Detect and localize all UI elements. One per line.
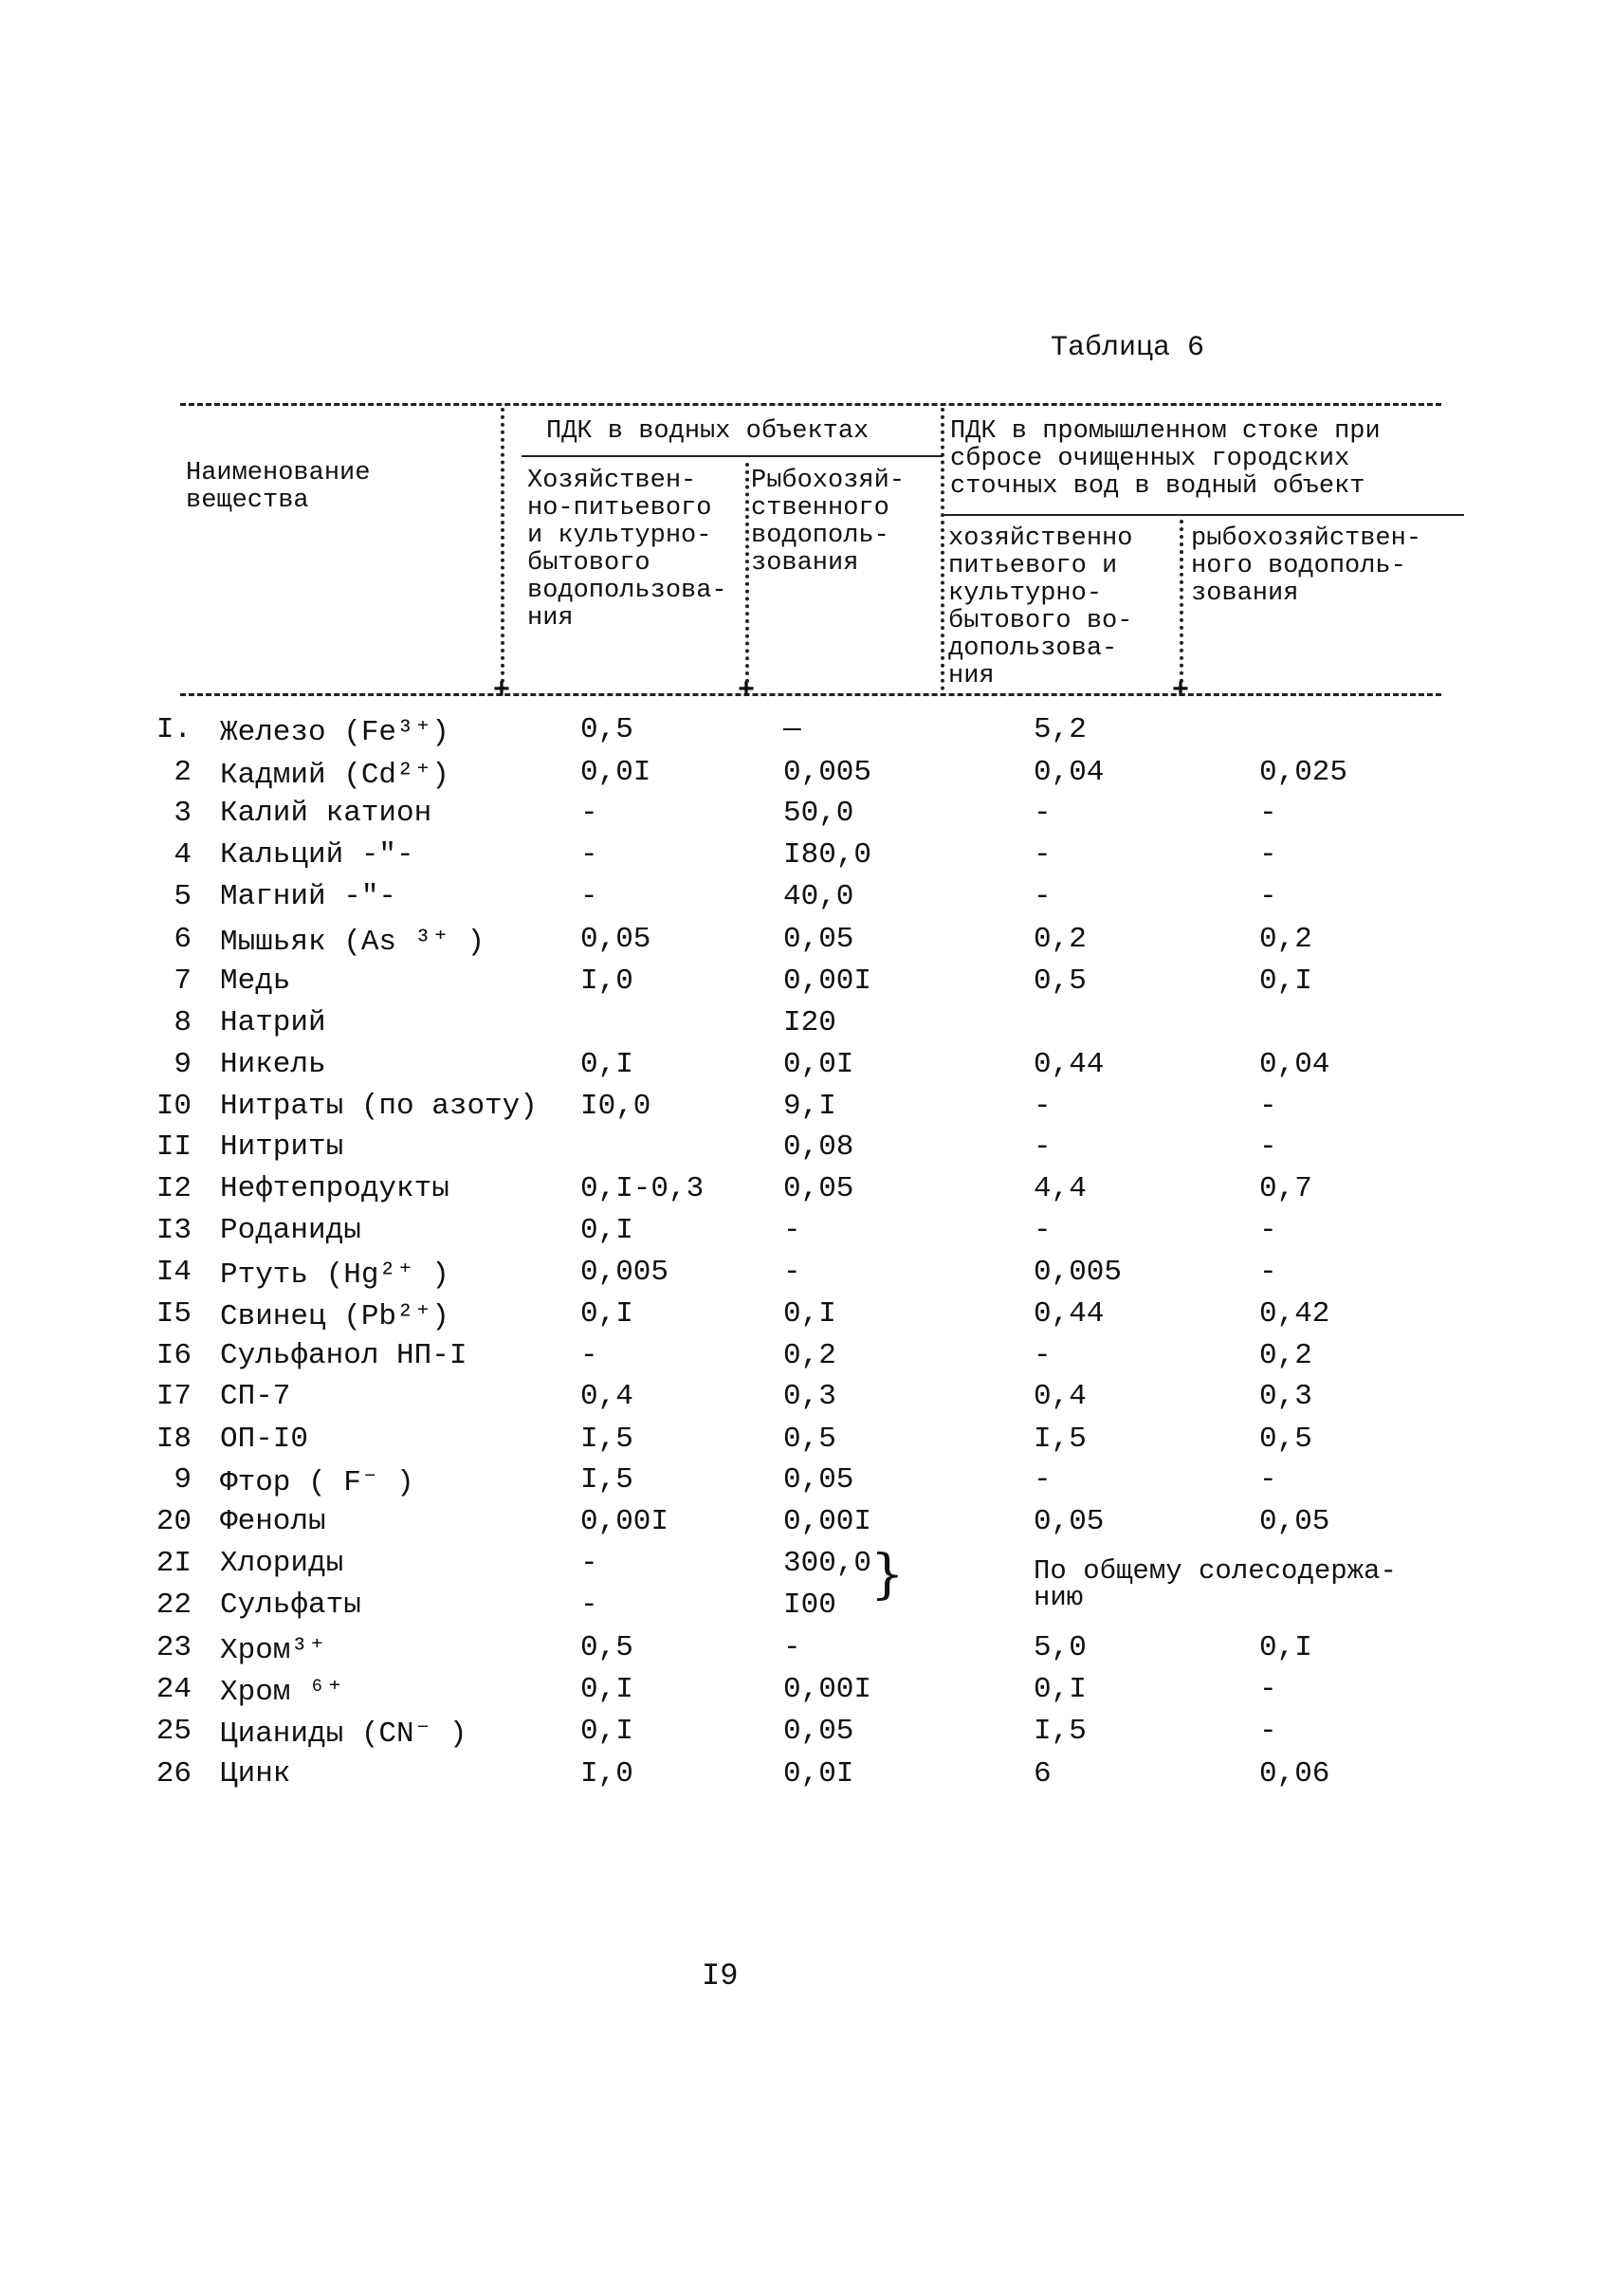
cell-prb: 0,2: [1259, 1339, 1312, 1372]
cell-prb: 0,42: [1259, 1297, 1330, 1331]
cell-hp: 0,5: [580, 1631, 633, 1664]
cell-prb: -: [1259, 838, 1277, 872]
table-row: [0, 880, 1612, 922]
cell-rb: 0,05: [783, 1715, 854, 1748]
table-row: [0, 964, 1612, 1006]
cell-hp: 0,I: [580, 1048, 633, 1081]
header-group2: ПДК в промышленном стоке при сбросе очищенных городских сточных вод в водный объект: [950, 417, 1381, 501]
cell-rb: 0,0I: [783, 1757, 854, 1791]
cell-rb: I20: [783, 1006, 836, 1039]
cell-hp: 0,I: [580, 1297, 633, 1331]
cell-name: Магний -"-: [220, 880, 397, 913]
cell-rb: 40,0: [783, 880, 854, 913]
cell-num: 3: [174, 797, 192, 830]
cell-name: Цинк: [220, 1757, 291, 1791]
cell-hp: -: [580, 797, 598, 830]
cell-num: 8: [174, 1006, 192, 1039]
cell-phb: -: [1034, 1463, 1052, 1497]
cell-phb: -: [1034, 1130, 1052, 1164]
cell-num: 6: [174, 923, 192, 956]
cell-phb: I,5: [1034, 1423, 1087, 1456]
brace: }: [870, 1544, 905, 1606]
cell-phb: -: [1034, 797, 1052, 830]
cell-num: 9: [174, 1463, 192, 1497]
cell-rb: 0,2: [783, 1339, 836, 1372]
cell-name: Железо (Fe³⁺): [220, 716, 449, 749]
cell-rb: 50,0: [783, 797, 854, 830]
cell-phb: 0,I: [1034, 1673, 1087, 1706]
cell-prb: 0,5: [1259, 1423, 1312, 1456]
cell-prb: 0,06: [1259, 1757, 1330, 1791]
cell-name: Сульфаты: [220, 1589, 361, 1622]
cell-phb: 0,2: [1034, 923, 1087, 956]
cell-name: Хром³⁺: [220, 1634, 326, 1667]
table-row: [0, 797, 1612, 838]
cell-phb: 5,2: [1034, 713, 1087, 746]
cell-name: Хлориды: [220, 1547, 344, 1580]
cell-phb: 0,005: [1034, 1256, 1123, 1289]
rule-junction-3: +: [1172, 675, 1190, 707]
cell-rb: -: [783, 1256, 801, 1289]
header-separator-2: [745, 463, 749, 690]
cell-phb: 0,5: [1034, 964, 1087, 998]
cell-hp: I,0: [580, 1757, 633, 1791]
cell-rb: 0,08: [783, 1130, 854, 1164]
cell-prb: -: [1259, 1715, 1277, 1748]
cell-num: I4: [156, 1256, 192, 1289]
salt-note: По общему солесодержа- нию: [1034, 1555, 1397, 1613]
cell-phb: 5,0: [1034, 1631, 1087, 1664]
cell-phb: 0,4: [1034, 1380, 1087, 1413]
cell-hp: -: [580, 838, 598, 872]
table-row: [0, 1673, 1612, 1715]
cell-rb: 0,05: [783, 1172, 854, 1205]
cell-name: Кальций -"-: [220, 838, 414, 872]
cell-hp: -: [580, 1547, 598, 1580]
cell-rb: 0,05: [783, 923, 854, 956]
table-row: [0, 923, 1612, 964]
cell-num: 2I: [156, 1547, 192, 1580]
cell-num: I8: [156, 1423, 192, 1456]
cell-rb: 300,0: [783, 1547, 872, 1580]
cell-phb: -: [1034, 1090, 1052, 1123]
cell-prb: -: [1259, 1214, 1277, 1247]
cell-name: СП-7: [220, 1380, 291, 1413]
cell-hp: I,0: [580, 964, 633, 998]
cell-prb: 0,I: [1259, 964, 1312, 998]
cell-name: Нитраты (по азоту): [220, 1090, 538, 1123]
header-group2-sub1: хозяйственно питьевого и культурно- бытового во- допользова- ния: [948, 524, 1133, 690]
cell-num: I0: [156, 1090, 192, 1123]
cell-name: Хром ⁶⁺: [220, 1676, 344, 1709]
table-row: [0, 1297, 1612, 1339]
cell-hp: 0,05: [580, 923, 651, 956]
cell-hp: I0,0: [580, 1090, 651, 1123]
cell-rb: 0,3: [783, 1380, 836, 1413]
cell-phb: 4,4: [1034, 1172, 1087, 1205]
cell-name: Никель: [220, 1048, 326, 1081]
cell-prb: 0,7: [1259, 1172, 1312, 1205]
cell-hp: 0,I: [580, 1214, 633, 1247]
rule-junction-2: +: [738, 675, 756, 707]
cell-prb: -: [1259, 1463, 1277, 1497]
group2-underline: [944, 514, 1464, 516]
table-row: [0, 1463, 1612, 1505]
cell-phb: 0,05: [1034, 1505, 1105, 1538]
cell-rb: 0,5: [783, 1423, 836, 1456]
cell-name: Роданиды: [220, 1214, 361, 1247]
cell-rb: -: [783, 1631, 801, 1664]
cell-hp: I,5: [580, 1423, 633, 1456]
cell-rb: -: [783, 1214, 801, 1247]
cell-name: Медь: [220, 964, 291, 998]
table-row: [0, 756, 1612, 798]
header-separator-3: [941, 408, 944, 690]
cell-rb: 0,0I: [783, 1048, 854, 1081]
cell-phb: 0,44: [1034, 1297, 1105, 1331]
cell-phb: I,5: [1034, 1715, 1087, 1748]
cell-phb: 0,44: [1034, 1048, 1105, 1081]
table-row: [0, 1380, 1612, 1422]
cell-name: Натрий: [220, 1006, 326, 1039]
cell-hp: 0,005: [580, 1256, 669, 1289]
cell-num: 2: [174, 756, 192, 789]
cell-hp: 0,00I: [580, 1505, 669, 1538]
table-row: [0, 1631, 1612, 1673]
cell-num: 23: [156, 1631, 192, 1664]
cell-num: 22: [156, 1589, 192, 1622]
cell-prb: 0,I: [1259, 1631, 1312, 1664]
cell-phb: -: [1034, 838, 1052, 872]
table-row: [0, 1256, 1612, 1297]
table-row: [0, 1757, 1612, 1799]
cell-num: 24: [156, 1673, 192, 1706]
cell-num: 9: [174, 1048, 192, 1081]
header-name-column: Наименование вещества: [186, 459, 371, 515]
cell-rb: 0,00I: [783, 964, 872, 998]
cell-rb: I80,0: [783, 838, 872, 872]
cell-prb: -: [1259, 1130, 1277, 1164]
cell-name: Ртуть (Hg²⁺ ): [220, 1258, 449, 1292]
table-row: [0, 1505, 1612, 1547]
cell-hp: 0,0I: [580, 756, 651, 789]
header-separator-1: [501, 408, 504, 690]
cell-name: Нитриты: [220, 1130, 344, 1164]
table-row: [0, 838, 1612, 880]
cell-prb: -: [1259, 797, 1277, 830]
cell-num: I2: [156, 1172, 192, 1205]
cell-hp: 0,5: [580, 713, 633, 746]
header-group1-sub1: Хозяйствен- но-питьевого и культурно- бытового водопользова- ния: [527, 467, 727, 633]
cell-rb: 0,I: [783, 1297, 836, 1331]
cell-num: 25: [156, 1715, 192, 1748]
cell-hp: 0,I-0,3: [580, 1172, 705, 1205]
cell-hp: 0,I: [580, 1673, 633, 1706]
cell-num: 20: [156, 1505, 192, 1538]
table-caption: Таблица 6: [1051, 332, 1205, 364]
header-top-rule: [180, 403, 1441, 406]
cell-hp: 0,I: [580, 1715, 633, 1748]
cell-prb: 0,2: [1259, 923, 1312, 956]
header-separator-4: [1180, 520, 1183, 690]
cell-rb: 9,I: [783, 1090, 836, 1123]
table-row: [0, 1130, 1612, 1172]
cell-rb: 0,00I: [783, 1673, 872, 1706]
cell-phb: -: [1034, 880, 1052, 913]
cell-hp: -: [580, 880, 598, 913]
cell-prb: 0,04: [1259, 1048, 1330, 1081]
cell-name: Кадмий (Cd²⁺): [220, 759, 449, 792]
cell-num: 5: [174, 880, 192, 913]
table-row: [0, 1214, 1612, 1256]
table-row: [0, 1048, 1612, 1090]
cell-prb: -: [1259, 1256, 1277, 1289]
cell-name: Свинец (Pb²⁺): [220, 1300, 449, 1333]
cell-prb: -: [1259, 880, 1277, 913]
cell-num: I6: [156, 1339, 192, 1372]
cell-hp: -: [580, 1339, 598, 1372]
cell-prb: -: [1259, 1090, 1277, 1123]
table-row: [0, 713, 1612, 755]
cell-num: II: [156, 1130, 192, 1164]
table-row: [0, 1423, 1612, 1464]
table-row: [0, 1172, 1612, 1214]
rule-junction-1: +: [493, 675, 511, 707]
cell-prb: 0,025: [1259, 756, 1348, 789]
cell-prb: 0,3: [1259, 1380, 1312, 1413]
cell-name: ОП-I0: [220, 1423, 309, 1456]
cell-name: Сульфанол НП-I: [220, 1339, 467, 1372]
cell-name: Калий катион: [220, 797, 432, 830]
table-row: [0, 1715, 1612, 1756]
cell-phb: 6: [1034, 1757, 1052, 1791]
cell-prb: -: [1259, 1673, 1277, 1706]
cell-hp: I,5: [580, 1463, 633, 1497]
table-row: [0, 1006, 1612, 1048]
cell-name: Фтор ( F⁻ ): [220, 1466, 414, 1499]
cell-rb: I00: [783, 1589, 836, 1622]
cell-num: 7: [174, 964, 192, 998]
cell-name: Цианиды (CN⁻ ): [220, 1717, 467, 1751]
header-group1-sub2: Рыбохозяй- ственного водополь- зования: [751, 467, 906, 578]
cell-hp: -: [580, 1589, 598, 1622]
header-group1: ПДК в водных объектах: [546, 417, 870, 446]
cell-name: Нефтепродукты: [220, 1172, 449, 1205]
cell-phb: 0,04: [1034, 756, 1105, 789]
cell-num: I3: [156, 1214, 192, 1247]
cell-prb: 0,05: [1259, 1505, 1330, 1538]
cell-name: Фенолы: [220, 1505, 326, 1538]
cell-phb: -: [1034, 1214, 1052, 1247]
cell-num: 26: [156, 1757, 192, 1791]
cell-hp: 0,4: [580, 1380, 633, 1413]
cell-rb: 0,005: [783, 756, 872, 789]
page-number: I9: [702, 1958, 739, 1993]
table-row: [0, 1339, 1612, 1381]
cell-rb: 0,00I: [783, 1505, 872, 1538]
cell-num: 4: [174, 838, 192, 872]
cell-name: Мышьяк (As ³⁺ ): [220, 926, 485, 959]
group1-underline: [522, 455, 943, 457]
cell-phb: -: [1034, 1339, 1052, 1372]
cell-rb: 0,05: [783, 1463, 854, 1497]
table-row: [0, 1090, 1612, 1131]
header-group2-sub2: рыбохозяйствен- ного водополь- зования: [1191, 524, 1422, 608]
cell-num: I5: [156, 1297, 192, 1331]
header-bottom-rule: [180, 693, 1441, 696]
cell-rb: —: [783, 713, 801, 746]
cell-num: I.: [156, 713, 192, 746]
cell-num: I7: [156, 1380, 192, 1413]
